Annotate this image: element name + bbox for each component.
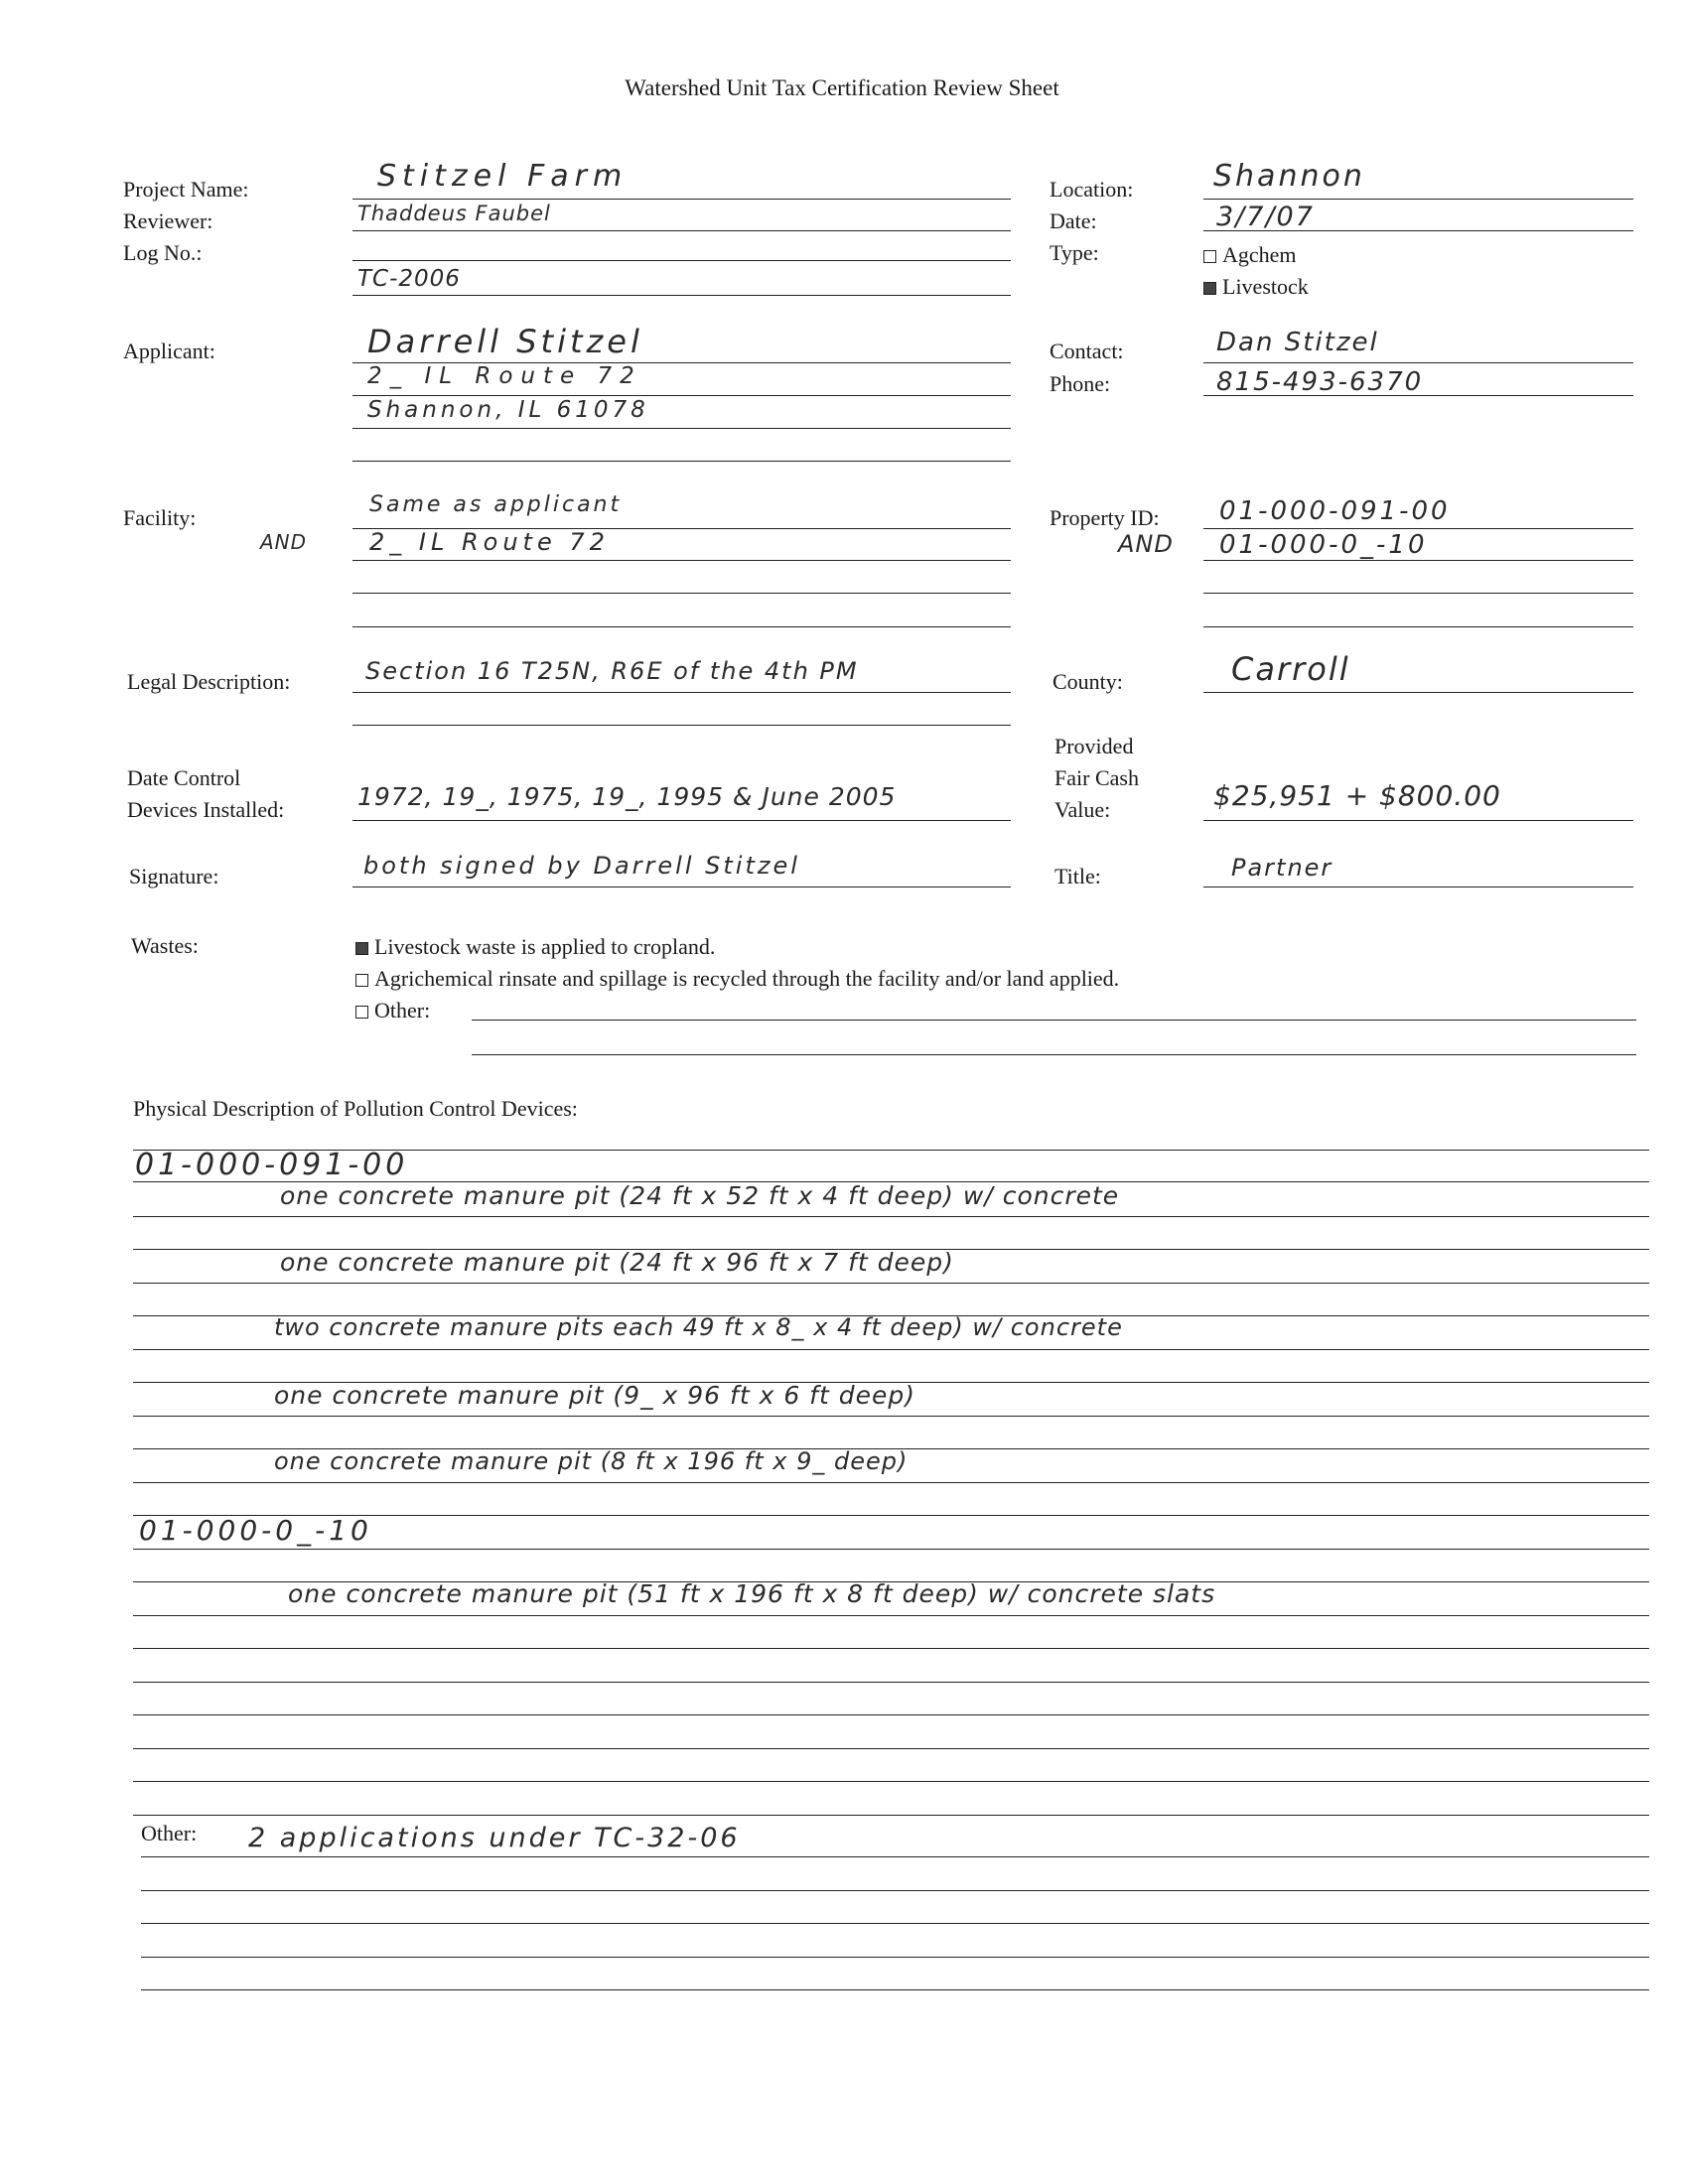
ruled-line <box>133 1349 1649 1350</box>
description-line-2: one concrete manure pit (24 ft x 52 ft x 4 ft deep) w/ concrete <box>280 1181 1120 1210</box>
type-option-agchem[interactable] <box>1203 238 1297 271</box>
applicant-line-3 <box>352 428 1011 429</box>
property-id-line-1 <box>1203 528 1633 529</box>
date-value: 3/7/07 <box>1216 202 1315 232</box>
waste-livestock-checkbox[interactable] <box>355 942 368 955</box>
location-value: Shannon <box>1213 159 1365 194</box>
other-line-3 <box>141 1923 1649 1924</box>
date-installed-value: 1972, 19_, 1975, 19_, 1995 & June 2005 <box>357 782 897 811</box>
ruled-line <box>133 1714 1649 1715</box>
other-line-5 <box>141 1989 1649 1990</box>
applicant-line-4 <box>352 461 1011 462</box>
agchem-text: Agchem <box>1222 242 1297 267</box>
reviewer-value: Thaddeus Faubel <box>357 202 551 225</box>
type-option-livestock[interactable] <box>1203 270 1309 303</box>
project-name-value: Stitzel Farm <box>377 159 629 194</box>
other-value: 2 applications under TC-32-06 <box>248 1823 741 1853</box>
county-label: County: <box>1052 669 1123 694</box>
date-control-label: Date Control <box>127 765 241 790</box>
phone-value: 815-493-6370 <box>1216 367 1424 397</box>
property-id-label: Property ID: <box>1050 505 1160 530</box>
agchem-checkbox[interactable] <box>1203 250 1216 263</box>
title-field-label: Title: <box>1054 864 1101 888</box>
applicant-address2-value: Shannon, IL 61078 <box>367 397 649 423</box>
waste-other-line-1 <box>472 1020 1636 1021</box>
waste-option-agrichemical[interactable] <box>355 962 1119 995</box>
ruled-line <box>133 1416 1649 1417</box>
waste-option-livestock[interactable] <box>355 930 715 963</box>
county-line <box>1203 692 1633 693</box>
wastes-label: Wastes: <box>131 933 199 958</box>
legal-description-line-1 <box>352 692 1011 693</box>
facility-line-4 <box>352 626 1011 627</box>
reviewer-line <box>352 230 1011 231</box>
contact-value: Dan Stitzel <box>1216 328 1379 357</box>
signature-label: Signature: <box>129 864 219 888</box>
other-label: Other: <box>141 1821 198 1845</box>
value-line <box>1203 820 1633 821</box>
description-line-1: 01-000-091-00 <box>135 1148 409 1182</box>
waste-agrichemical-text: Agrichemical rinsate and spillage is recycled through the facility and/or land applied. <box>374 966 1120 991</box>
property-id-2-value: 01-000-0_-10 <box>1219 530 1428 560</box>
log-no-line-2 <box>352 295 1011 296</box>
facility-label: Facility: <box>123 505 197 530</box>
waste-other-text: Other: <box>374 998 431 1023</box>
signature-value: both signed by Darrell Stitzel <box>363 852 800 880</box>
reviewer-label: Reviewer: <box>123 208 213 233</box>
livestock-checkbox[interactable] <box>1203 282 1216 295</box>
ruled-line <box>133 1549 1649 1550</box>
title-value: Partner <box>1231 854 1333 882</box>
contact-line <box>1203 362 1633 363</box>
ruled-line <box>133 1815 1649 1816</box>
ruled-line <box>133 1682 1649 1683</box>
fair-cash-value: $25,951 + $800.00 <box>1213 779 1501 812</box>
facility-line-3 <box>352 593 1011 594</box>
description-line-5: one concrete manure pit (9_ x 96 ft x 6 ft deep) <box>274 1381 915 1410</box>
facility-line1-value: Same as applicant <box>369 492 623 517</box>
ruled-line <box>133 1781 1649 1782</box>
physical-description-label: Physical Description of Pollution Control Devices: <box>133 1096 578 1121</box>
description-line-8: one concrete manure pit (51 ft x 196 ft x 8 ft deep) w/ concrete slats <box>288 1579 1216 1608</box>
other-line-2 <box>141 1890 1649 1891</box>
waste-other-checkbox[interactable] <box>355 1006 368 1019</box>
date-label: Date: <box>1050 208 1097 233</box>
legal-description-value: Section 16 T25N, R6E of the 4th PM <box>365 657 859 685</box>
description-line-7: 01-000-0_-10 <box>139 1514 372 1547</box>
facility-line-2 <box>352 560 1011 561</box>
other-line-1 <box>141 1856 1649 1857</box>
applicant-label: Applicant: <box>123 339 215 363</box>
property-id-1-value: 01-000-091-00 <box>1219 496 1451 526</box>
ruled-line <box>133 1748 1649 1749</box>
description-line-6: one concrete manure pit (8 ft x 196 ft x 9_ deep) <box>274 1447 909 1475</box>
description-line-3: one concrete manure pit (24 ft x 96 ft x 7 ft deep) <box>280 1248 954 1277</box>
county-value: Carroll <box>1231 650 1350 688</box>
fair-cash-label: Fair Cash <box>1054 765 1139 790</box>
log-no-label: Log No.: <box>123 240 203 265</box>
legal-description-label: Legal Description: <box>127 669 291 694</box>
ruled-line <box>133 1615 1649 1616</box>
log-no-line-1 <box>352 260 1011 261</box>
project-name-label: Project Name: <box>123 177 249 202</box>
project-name-line <box>352 199 1011 200</box>
legal-description-line-2 <box>352 725 1011 726</box>
ruled-line <box>133 1648 1649 1649</box>
livestock-text: Livestock <box>1222 274 1309 299</box>
provided-label: Provided <box>1054 734 1134 758</box>
phone-label: Phone: <box>1050 371 1111 396</box>
property-id-line-2 <box>1203 560 1633 561</box>
location-label: Location: <box>1050 177 1134 202</box>
waste-agrichemical-checkbox[interactable] <box>355 974 368 987</box>
ruled-line <box>133 1482 1649 1483</box>
date-installed-line <box>352 820 1011 821</box>
ruled-line <box>133 1283 1649 1284</box>
property-id-line-4 <box>1203 626 1633 627</box>
ruled-line <box>133 1216 1649 1217</box>
property-and-value: AND <box>1118 530 1174 558</box>
applicant-line-2 <box>352 395 1011 396</box>
waste-livestock-text: Livestock waste is applied to cropland. <box>374 934 716 959</box>
page-title: Watershed Unit Tax Certification Review Sheet <box>625 75 1059 100</box>
property-id-line-3 <box>1203 593 1633 594</box>
value-label: Value: <box>1054 797 1111 822</box>
waste-other-line-2 <box>472 1054 1636 1055</box>
description-line-4: two concrete manure pits each 49 ft x 8_ x 4 ft deep) w/ concrete <box>274 1313 1123 1341</box>
other-line-4 <box>141 1957 1649 1958</box>
facility-prefix-value: AND <box>260 530 308 554</box>
facility-line2-value: 2_ IL Route 72 <box>369 528 610 556</box>
location-line <box>1203 199 1633 200</box>
contact-label: Contact: <box>1050 339 1124 363</box>
applicant-address1-value: 2_ IL Route 72 <box>367 363 642 389</box>
type-label: Type: <box>1050 240 1099 265</box>
waste-option-other[interactable] <box>355 994 430 1026</box>
applicant-name-value: Darrell Stitzel <box>367 323 643 360</box>
log-no-value: TC-2006 <box>357 266 461 292</box>
devices-installed-label: Devices Installed: <box>127 797 285 822</box>
